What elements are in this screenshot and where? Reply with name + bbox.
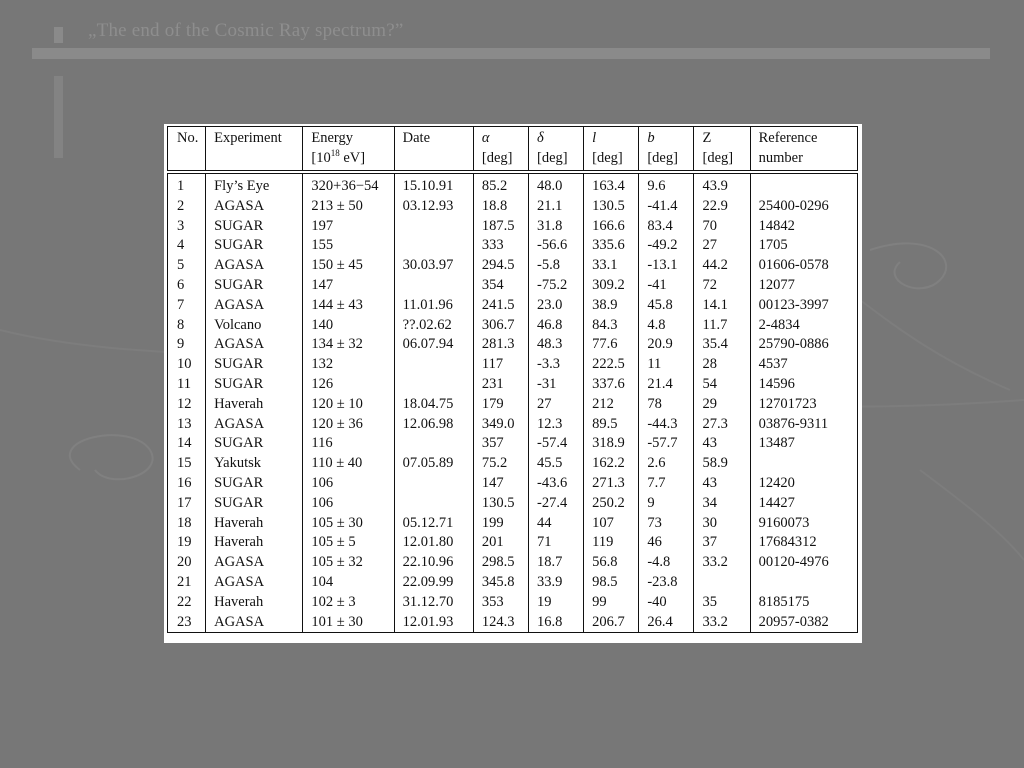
cell-z: 44.2 [694, 256, 750, 276]
cell-alpha: 306.7 [473, 316, 528, 336]
cell-ref: 12077 [750, 276, 857, 296]
table-row [168, 296, 858, 316]
cell-l: 337.6 [584, 375, 639, 395]
cell-l: 99 [584, 593, 639, 613]
cell-experiment: Fly’s Eye [206, 172, 303, 197]
cell-l: 33.1 [584, 256, 639, 276]
cell-delta: 21.1 [529, 197, 584, 217]
cell-z: 72 [694, 276, 750, 296]
cell-experiment: AGASA [206, 296, 303, 316]
cell-z: 35.4 [694, 335, 750, 355]
cell-ref [750, 573, 857, 593]
cell-z: 70 [694, 217, 750, 237]
cell-delta: -27.4 [529, 494, 584, 514]
cell-z: 54 [694, 375, 750, 395]
cell-l: 89.5 [584, 415, 639, 435]
cell-energy: 104 [303, 573, 394, 593]
table-row [168, 355, 858, 375]
cell-no: 13 [177, 415, 192, 432]
header-energy-unit: [$10^{18}$ eV] [303, 148, 394, 172]
cell-date: 11.01.96 [394, 296, 473, 316]
header-b: b [639, 127, 694, 149]
cell-l: 38.9 [584, 296, 639, 316]
cell-l: 222.5 [584, 355, 639, 375]
cell-b: 9.6 [639, 172, 694, 197]
table-row [168, 553, 858, 573]
cell-ref: 12420 [750, 474, 857, 494]
cell-date: 06.07.94 [394, 335, 473, 355]
cell-alpha: 231 [473, 375, 528, 395]
cell-energy: 134 ± 32 [303, 335, 394, 355]
cell-experiment: SUGAR [206, 375, 303, 395]
header-l-unit: [deg] [584, 148, 639, 172]
cell-alpha: 354 [473, 276, 528, 296]
cell-b: 2.6 [639, 454, 694, 474]
cell-ref: 17684312 [750, 533, 857, 553]
cell-no: 8 [177, 316, 185, 333]
cell-alpha: 298.5 [473, 553, 528, 573]
table-row [168, 335, 858, 355]
cell-date [394, 355, 473, 375]
cell-delta: 23.0 [529, 296, 584, 316]
cell-ref: 03876-9311 [750, 415, 857, 435]
header-b-unit: [deg] [639, 148, 694, 172]
cell-date [394, 474, 473, 494]
cell-alpha: 345.8 [473, 573, 528, 593]
cell-no: 4 [177, 237, 185, 254]
table-header-row [168, 127, 858, 149]
cell-alpha: 85.2 [473, 172, 528, 197]
table-row [168, 256, 858, 276]
cell-experiment: AGASA [206, 256, 303, 276]
cell-no: 23 [177, 613, 192, 630]
cell-b: -40 [639, 593, 694, 613]
cell-z: 27.3 [694, 415, 750, 435]
cell-z: 43 [694, 474, 750, 494]
cell-energy: 106 [303, 494, 394, 514]
cell-ref [750, 172, 857, 197]
cell-experiment: AGASA [206, 415, 303, 435]
cell-energy: 120 ± 36 [303, 415, 394, 435]
cell-b: -13.1 [639, 256, 694, 276]
cell-date: 22.09.99 [394, 573, 473, 593]
cell-ref: 25400-0296 [750, 197, 857, 217]
cell-energy: 126 [303, 375, 394, 395]
cell-delta: 71 [529, 533, 584, 553]
cell-delta: 45.5 [529, 454, 584, 474]
cell-z: 30 [694, 514, 750, 534]
cell-delta: 18.7 [529, 553, 584, 573]
cell-b: 20.9 [639, 335, 694, 355]
table-row [168, 533, 858, 553]
cell-z: 11.7 [694, 316, 750, 336]
cell-experiment: Haverah [206, 593, 303, 613]
cell-alpha: 147 [473, 474, 528, 494]
cell-experiment: Haverah [206, 395, 303, 415]
cell-z: 58.9 [694, 454, 750, 474]
cell-no: 10 [177, 356, 192, 373]
cell-z [694, 573, 750, 593]
cell-alpha: 201 [473, 533, 528, 553]
cell-z: 14.1 [694, 296, 750, 316]
cell-date: ??.02.62 [394, 316, 473, 336]
cell-alpha: 18.8 [473, 197, 528, 217]
cell-energy: 102 ± 3 [303, 593, 394, 613]
cell-z: 35 [694, 593, 750, 613]
cell-z: 29 [694, 395, 750, 415]
cell-date [394, 217, 473, 237]
cell-energy: 197 [303, 217, 394, 237]
cell-date: 12.01.80 [394, 533, 473, 553]
cell-delta: 12.3 [529, 415, 584, 435]
cell-delta: -31 [529, 375, 584, 395]
cell-b: 7.7 [639, 474, 694, 494]
cell-date [394, 434, 473, 454]
cell-experiment: AGASA [206, 573, 303, 593]
table-row [168, 613, 858, 633]
cell-ref: 9160073 [750, 514, 857, 534]
cell-b: -23.8 [639, 573, 694, 593]
title-underline-bar [32, 48, 990, 59]
cell-no: 17 [177, 494, 192, 511]
header-alpha-unit: [deg] [473, 148, 528, 172]
header-experiment: Experiment [206, 127, 303, 149]
cell-alpha: 75.2 [473, 454, 528, 474]
cell-experiment: SUGAR [206, 355, 303, 375]
cell-delta: 31.8 [529, 217, 584, 237]
cell-z: 43 [694, 434, 750, 454]
cell-date [394, 494, 473, 514]
cell-no: 14 [177, 435, 192, 452]
cosmic-ray-events-table-panel [164, 124, 862, 643]
cell-experiment: SUGAR [206, 494, 303, 514]
cell-alpha: 187.5 [473, 217, 528, 237]
cell-energy: 105 ± 32 [303, 553, 394, 573]
cell-date [394, 375, 473, 395]
cell-experiment: SUGAR [206, 236, 303, 256]
cell-delta: 46.8 [529, 316, 584, 336]
cell-no: 18 [177, 514, 192, 531]
cell-delta: 33.9 [529, 573, 584, 593]
table-row [168, 494, 858, 514]
header-no: No. [168, 127, 206, 149]
cell-no: 3 [177, 217, 185, 234]
cell-delta: -43.6 [529, 474, 584, 494]
cell-b: 45.8 [639, 296, 694, 316]
cell-energy: 106 [303, 474, 394, 494]
cell-alpha: 349.0 [473, 415, 528, 435]
cell-b: 73 [639, 514, 694, 534]
cell-alpha: 179 [473, 395, 528, 415]
cell-experiment: SUGAR [206, 276, 303, 296]
cell-ref: 00123-3997 [750, 296, 857, 316]
cell-l: 206.7 [584, 613, 639, 633]
table-row [168, 474, 858, 494]
cell-date: 12.06.98 [394, 415, 473, 435]
cell-l: 212 [584, 395, 639, 415]
cell-energy: 213 ± 50 [303, 197, 394, 217]
table-row [168, 316, 858, 336]
header-delta: δ [529, 127, 584, 149]
cell-ref: 14427 [750, 494, 857, 514]
cell-no: 16 [177, 474, 192, 491]
cell-z: 28 [694, 355, 750, 375]
cell-l: 250.2 [584, 494, 639, 514]
cell-ref: 14596 [750, 375, 857, 395]
cell-energy: 140 [303, 316, 394, 336]
cell-l: 166.6 [584, 217, 639, 237]
cell-no: 7 [177, 296, 185, 313]
cell-experiment: Haverah [206, 533, 303, 553]
table-row [168, 454, 858, 474]
cell-l: 130.5 [584, 197, 639, 217]
cell-energy: 105 ± 5 [303, 533, 394, 553]
header-reference-unit: number [750, 148, 857, 172]
cell-l: 335.6 [584, 236, 639, 256]
cell-date: 31.12.70 [394, 593, 473, 613]
cell-b: 11 [639, 355, 694, 375]
table-row [168, 217, 858, 237]
cell-alpha: 130.5 [473, 494, 528, 514]
cell-date: 07.05.89 [394, 454, 473, 474]
table-row [168, 415, 858, 435]
cell-z: 22.9 [694, 197, 750, 217]
cell-ref: 4537 [750, 355, 857, 375]
cell-energy: 105 ± 30 [303, 514, 394, 534]
cell-energy: 155 [303, 236, 394, 256]
cell-z: 34 [694, 494, 750, 514]
cell-delta: 19 [529, 593, 584, 613]
cell-energy: 110 ± 40 [303, 454, 394, 474]
header-l: l [584, 127, 639, 149]
header-z: Z [694, 127, 750, 149]
cosmic-ray-events-table [167, 126, 858, 633]
header-alpha: α [473, 127, 528, 149]
header-z-unit: [deg] [694, 148, 750, 172]
cell-energy: 147 [303, 276, 394, 296]
cell-alpha: 117 [473, 355, 528, 375]
cell-energy: 116 [303, 434, 394, 454]
cell-experiment: AGASA [206, 197, 303, 217]
table-row [168, 172, 858, 197]
cell-ref: 14842 [750, 217, 857, 237]
header-delta-unit: [deg] [529, 148, 584, 172]
cell-date: 05.12.71 [394, 514, 473, 534]
cell-delta: -5.8 [529, 256, 584, 276]
cell-b: -41 [639, 276, 694, 296]
cell-energy: 101 ± 30 [303, 613, 394, 633]
cell-l: 309.2 [584, 276, 639, 296]
cell-delta: 48.3 [529, 335, 584, 355]
cell-experiment: AGASA [206, 553, 303, 573]
cell-ref: 2-4834 [750, 316, 857, 336]
cell-alpha: 294.5 [473, 256, 528, 276]
cell-no: 21 [177, 573, 192, 590]
cell-l: 119 [584, 533, 639, 553]
cell-alpha: 281.3 [473, 335, 528, 355]
cell-l: 271.3 [584, 474, 639, 494]
cell-no: 9 [177, 336, 185, 353]
cell-energy: 150 ± 45 [303, 256, 394, 276]
cell-b: -49.2 [639, 236, 694, 256]
header-date: Date [394, 127, 473, 149]
cell-alpha: 199 [473, 514, 528, 534]
cell-ref: 8185175 [750, 593, 857, 613]
cell-b: -44.3 [639, 415, 694, 435]
cell-experiment: SUGAR [206, 217, 303, 237]
header-date-unit [394, 148, 473, 172]
cell-z: 33.2 [694, 553, 750, 573]
cell-z: 37 [694, 533, 750, 553]
cell-l: 77.6 [584, 335, 639, 355]
left-accent-bar [54, 76, 63, 158]
cell-date: 18.04.75 [394, 395, 473, 415]
table-row [168, 434, 858, 454]
cell-no: 6 [177, 276, 185, 293]
cell-ref [750, 454, 857, 474]
cell-b: 26.4 [639, 613, 694, 633]
cell-no: 2 [177, 197, 185, 214]
cell-no: 1 [177, 178, 185, 194]
cell-ref: 1705 [750, 236, 857, 256]
cell-energy: 120 ± 10 [303, 395, 394, 415]
cell-l: 163.4 [584, 172, 639, 197]
cell-date: 15.10.91 [394, 172, 473, 197]
table-row [168, 395, 858, 415]
cell-no: 5 [177, 257, 185, 274]
cell-energy: 144 ± 43 [303, 296, 394, 316]
cell-delta: 44 [529, 514, 584, 534]
cell-date: 03.12.93 [394, 197, 473, 217]
cell-l: 318.9 [584, 434, 639, 454]
cell-l: 162.2 [584, 454, 639, 474]
cell-experiment: Yakutsk [206, 454, 303, 474]
header-no-unit [168, 148, 206, 172]
cell-date [394, 236, 473, 256]
cell-no: 12 [177, 395, 192, 412]
cell-alpha: 124.3 [473, 613, 528, 633]
cell-ref: 20957-0382 [750, 613, 857, 633]
cell-b: 21.4 [639, 375, 694, 395]
cell-b: 46 [639, 533, 694, 553]
header-reference: Reference [750, 127, 857, 149]
cell-z: 27 [694, 236, 750, 256]
cell-l: 84.3 [584, 316, 639, 336]
cell-no: 11 [177, 375, 191, 392]
table-row [168, 375, 858, 395]
cell-energy: 320+36−54 [303, 172, 394, 197]
cell-delta: -56.6 [529, 236, 584, 256]
cell-experiment: SUGAR [206, 474, 303, 494]
title-accent-square [54, 27, 63, 43]
table-row [168, 514, 858, 534]
cell-b: -4.8 [639, 553, 694, 573]
cell-experiment: AGASA [206, 335, 303, 355]
cell-no: 22 [177, 593, 192, 610]
cell-b: 78 [639, 395, 694, 415]
cell-z: 43.9 [694, 172, 750, 197]
cell-ref: 00120-4976 [750, 553, 857, 573]
cell-delta: 48.0 [529, 172, 584, 197]
cell-z: 33.2 [694, 613, 750, 633]
cell-b: -57.7 [639, 434, 694, 454]
slide-title: „The end of the Cosmic Ray spectrum?” [88, 20, 404, 41]
cell-experiment: SUGAR [206, 434, 303, 454]
cell-l: 107 [584, 514, 639, 534]
cell-alpha: 241.5 [473, 296, 528, 316]
cell-b: 83.4 [639, 217, 694, 237]
cell-b: 4.8 [639, 316, 694, 336]
cell-experiment: Haverah [206, 514, 303, 534]
header-experiment-unit [206, 148, 303, 172]
cell-experiment: Volcano [206, 316, 303, 336]
cell-alpha: 353 [473, 593, 528, 613]
cell-date: 12.01.93 [394, 613, 473, 633]
table-row [168, 276, 858, 296]
table-row [168, 197, 858, 217]
table-body [168, 172, 858, 633]
cell-experiment: AGASA [206, 613, 303, 633]
table-row [168, 236, 858, 256]
cell-no: 19 [177, 534, 192, 551]
cell-alpha: 333 [473, 236, 528, 256]
cell-ref: 13487 [750, 434, 857, 454]
cell-b: -41.4 [639, 197, 694, 217]
cell-delta: 16.8 [529, 613, 584, 633]
cell-delta: -3.3 [529, 355, 584, 375]
cell-ref: 01606-0578 [750, 256, 857, 276]
header-energy: Energy [303, 127, 394, 149]
table-row [168, 573, 858, 593]
cell-energy: 132 [303, 355, 394, 375]
cell-alpha: 357 [473, 434, 528, 454]
cell-date: 30.03.97 [394, 256, 473, 276]
table-row [168, 593, 858, 613]
table-header-units-row [168, 148, 858, 172]
cell-l: 56.8 [584, 553, 639, 573]
cell-l: 98.5 [584, 573, 639, 593]
cell-ref: 12701723 [750, 395, 857, 415]
cell-delta: 27 [529, 395, 584, 415]
cell-delta: -75.2 [529, 276, 584, 296]
cell-date: 22.10.96 [394, 553, 473, 573]
cell-delta: -57.4 [529, 434, 584, 454]
cell-date [394, 276, 473, 296]
cell-ref: 25790-0886 [750, 335, 857, 355]
cell-no: 20 [177, 554, 192, 571]
cell-no: 15 [177, 455, 192, 472]
cell-b: 9 [639, 494, 694, 514]
